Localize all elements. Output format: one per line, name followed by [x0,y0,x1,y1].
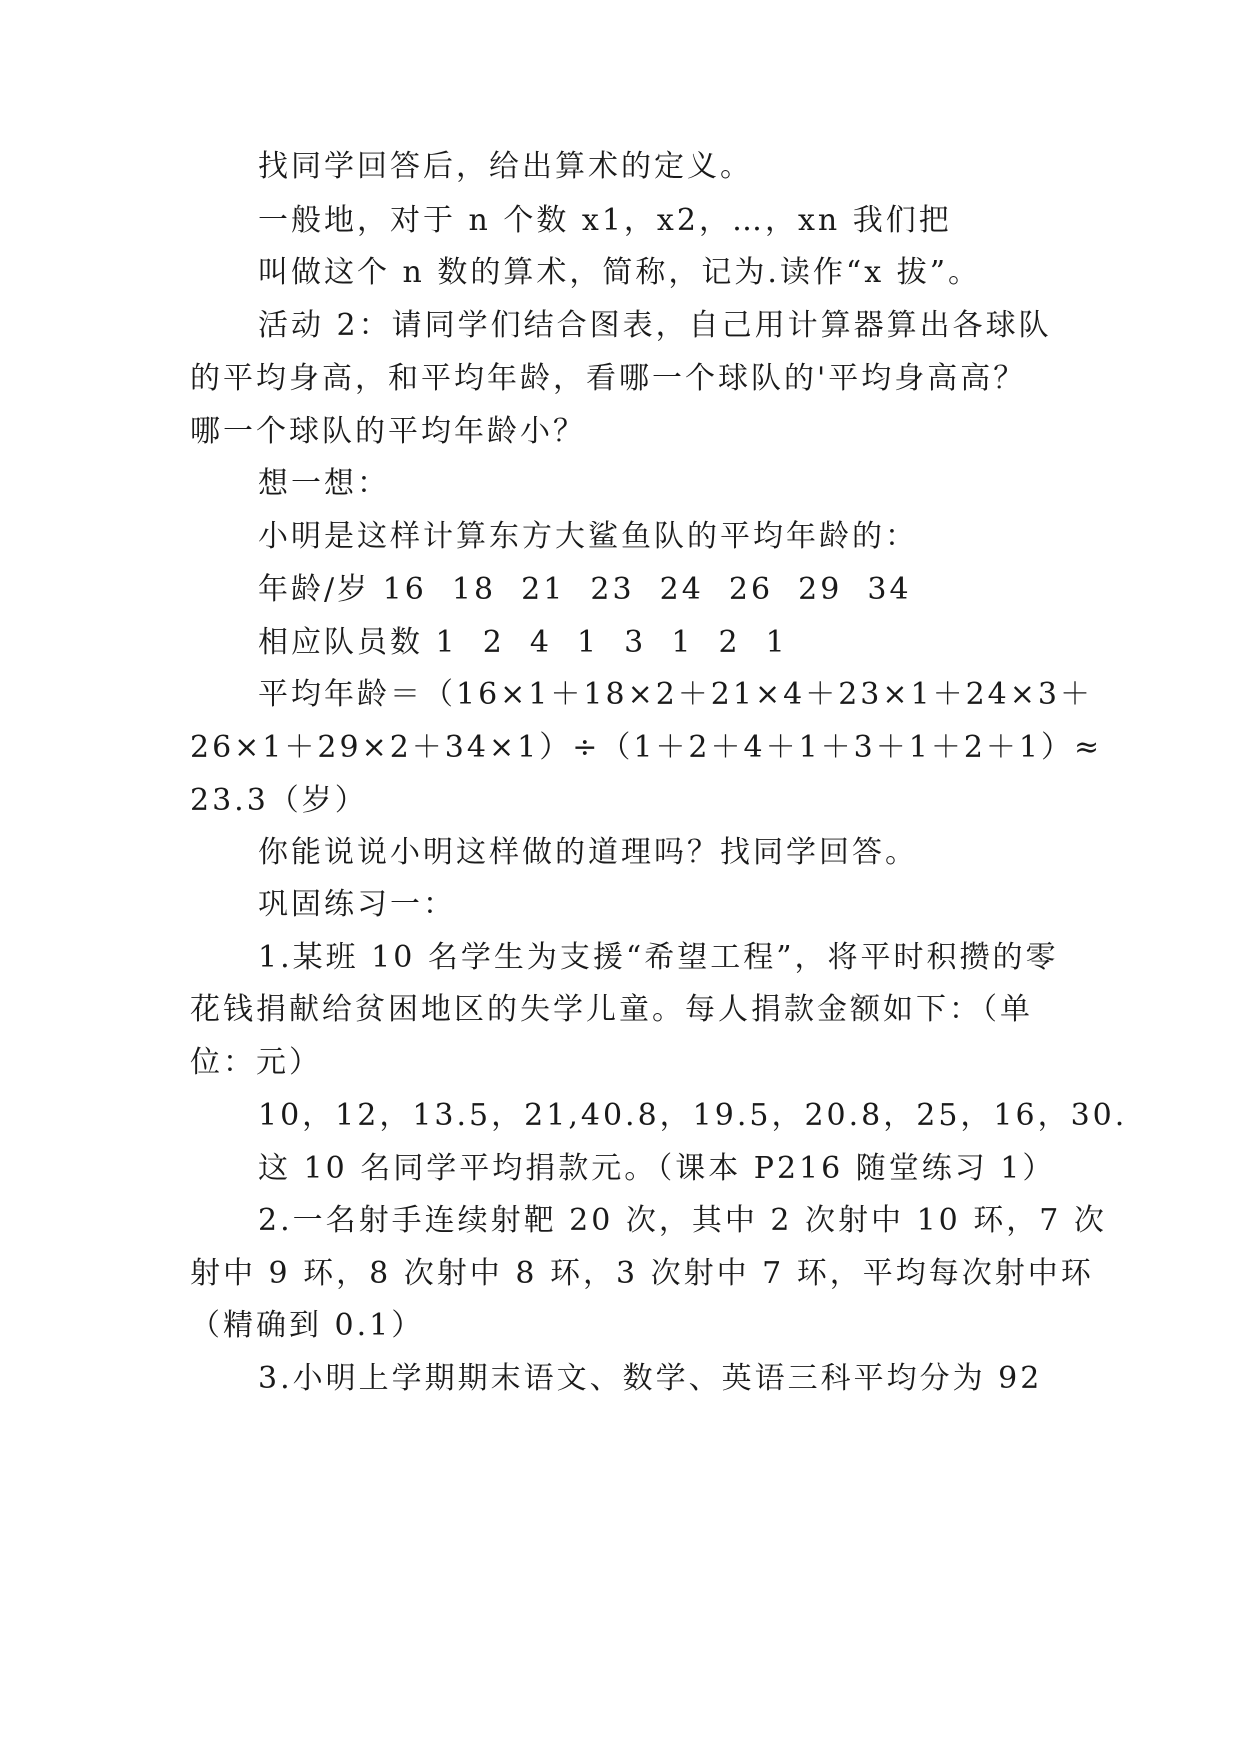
text-line: 年龄/岁 16 18 21 23 24 26 29 34 [258,572,912,607]
text-line: （精确到 0.1） [190,1308,425,1343]
text-line: 你能说说小明这样做的道理吗？找同学回答。 [258,835,918,870]
text-line: 2.一名射手连续射靶 20 次，其中 2 次射中 10 环，7 次 [258,1203,1107,1238]
text-line: 平均年龄＝（16×1＋18×2＋21×4＋23×1＋24×3＋ [258,677,1093,712]
text-line: 叫做这个 n 数的算术，简称，记为.读作“x 拔”。 [258,255,982,290]
text-line: 1.某班 10 名学生为支援“希望工程”，将平时积攒的零 [258,940,1059,975]
text-line: 位：元） [190,1045,322,1080]
text-line: 10，12，13.5，21,40.8，19.5，20.8，25，16，30. [258,1098,1128,1133]
text-line: 巩固练习一： [258,887,456,922]
text-line: 花钱捐献给贫困地区的失学儿童。每人捐款金额如下：（单 [190,992,1033,1027]
text-line: 一般地，对于 n 个数 x1，x2，…，xn 我们把 [258,203,952,238]
text-line: 26×1＋29×2＋34×1）÷（1＋2＋4＋1＋3＋1＋2＋1）≈ [190,730,1103,765]
text-line: 哪一个球队的平均年龄小？ [190,414,586,449]
text-line: 找同学回答后，给出算术的定义。 [258,149,753,184]
text-line: 小明是这样计算东方大鲨鱼队的平均年龄的： [258,519,918,554]
text-line: 的平均身高，和平均年龄，看哪一个球队的'平均身高高？ [190,361,1027,396]
text-line: 相应队员数 1 2 4 1 3 1 2 1 [258,625,788,660]
text-line: 这 10 名同学平均捐款元。（课本 P216 随堂练习 1） [258,1151,1056,1186]
text-line: 想一想： [258,466,390,501]
text-line: 3.小明上学期期末语文、数学、英语三科平均分为 92 [258,1361,1043,1396]
text-line: 活动 2：请同学们结合图表，自己用计算器算出各球队 [258,308,1052,343]
text-line: 23.3（岁） [190,783,368,818]
text-line: 射中 9 环，8 次射中 8 环，3 次射中 7 环，平均每次射中环 [190,1256,1094,1291]
